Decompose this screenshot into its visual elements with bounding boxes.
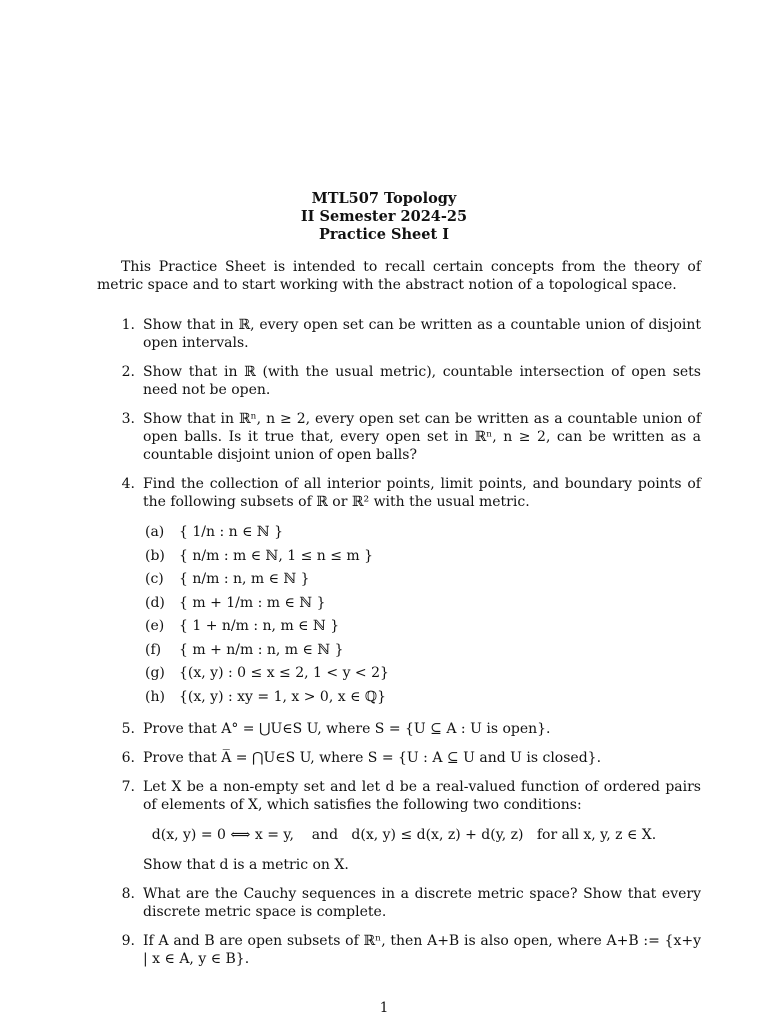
problem-text: Prove that A̅ = ⋂U∈S U, where S = {U : A ⊆ U and U is closed}. <box>143 750 602 766</box>
problem-9 <box>97 932 701 968</box>
problem-number: 5. <box>121 721 135 737</box>
problem-text: Show that in ℝ (with the usual metric), countable intersection of open sets need not be open. <box>143 364 701 398</box>
subset-label: (h) <box>145 688 165 705</box>
subset-expr: { m + 1/m : m ∈ ℕ } <box>179 594 326 611</box>
subset-label: (d) <box>145 594 165 611</box>
intro-paragraph: This Practice Sheet is intended to recall certain concepts from the theory of metric space and to start working with the abstract notion of a topological space. <box>97 259 701 293</box>
problem-number: 3. <box>121 411 135 427</box>
problem-number: 9. <box>121 933 135 949</box>
problem-text: What are the Cauchy sequences in a discrete metric space? Show that every discrete metric space is complete. <box>143 886 701 920</box>
subset-list <box>145 521 701 709</box>
subset-item <box>145 592 701 616</box>
subset-expr: { 1/n : n ∈ ℕ } <box>179 524 284 540</box>
course-title: MTL507 Topology <box>311 190 457 207</box>
problem-text: Let X be a non-empty set and let d be a real-valued function of ordered pairs of elements of X, which satisfies the following two conditions: <box>143 779 701 813</box>
subset-label: (b) <box>145 547 165 564</box>
subset-item <box>145 662 701 686</box>
subset-item <box>145 568 701 592</box>
problem-text: Show that in ℝ, every open set can be written as a countable union of disjoint open intervals. <box>143 317 701 351</box>
subset-expr: { n/m : n, m ∈ ℕ } <box>179 571 310 587</box>
subset-label: (e) <box>145 618 165 634</box>
problem-text: Show that in ℝⁿ, n ≥ 2, every open set can be written as a countable union of open balls. Is it true that, every open set in ℝⁿ, n ≥ 2, can be written as a countable disjoint union of open balls? <box>143 411 701 463</box>
problem-number: 4. <box>121 476 135 492</box>
problem-7-conclusion: Show that d is a metric on X. <box>143 857 349 873</box>
problem-text: Prove that A° = ⋃U∈S U, where S = {U ⊆ A : U is open}. <box>143 721 551 737</box>
subset-expr: { n/m : m ∈ ℕ, 1 ≤ n ≤ m } <box>179 547 374 564</box>
subset-label: (a) <box>145 524 165 540</box>
problem-number: 7. <box>121 779 135 795</box>
subset-item <box>145 639 701 663</box>
problem-6 <box>97 749 701 767</box>
problem-8 <box>97 885 701 921</box>
subset-item <box>145 545 701 569</box>
problem-4 <box>97 475 701 709</box>
sheet-header <box>0 190 768 244</box>
subset-label: (f) <box>145 641 162 658</box>
problem-text: If A and B are open subsets of ℝⁿ, then A+B is also open, where A+B := {x+y | x ∈ A, y ∈ B}. <box>143 933 701 967</box>
problem-number: 8. <box>121 886 135 902</box>
problem-number: 2. <box>121 364 135 380</box>
subset-expr: {(x, y) : xy = 1, x > 0, x ∈ ℚ} <box>179 688 386 705</box>
problem-text: Find the collection of all interior points, limit points, and boundary points of the following subsets of ℝ or ℝ² with the usual metric. <box>143 476 701 510</box>
problem-2 <box>97 363 701 399</box>
problem-1 <box>97 316 701 352</box>
problem-7 <box>97 778 701 874</box>
problem-list <box>97 316 701 979</box>
sheet-title: Practice Sheet I <box>318 226 450 243</box>
subset-expr: {(x, y) : 0 ≤ x ≤ 2, 1 < y < 2} <box>179 665 389 681</box>
subset-label: (c) <box>145 571 164 587</box>
semester: II Semester 2024-25 <box>300 208 468 225</box>
subset-item <box>145 615 701 639</box>
page-number: 1 <box>379 1000 389 1016</box>
problem-3 <box>97 410 701 464</box>
subset-item <box>145 686 701 710</box>
problem-5 <box>97 720 701 738</box>
metric-conditions: d(x, y) = 0 ⟺ x = y, and d(x, y) ≤ d(x, z) + d(y, z) for all x, y, z ∈ X. <box>151 827 657 843</box>
subset-item <box>145 521 701 545</box>
subset-expr: { m + n/m : n, m ∈ ℕ } <box>179 641 344 658</box>
problem-number: 6. <box>121 750 135 766</box>
problem-number: 1. <box>121 317 135 333</box>
subset-label: (g) <box>145 665 165 681</box>
subset-expr: { 1 + n/m : n, m ∈ ℕ } <box>179 618 340 634</box>
